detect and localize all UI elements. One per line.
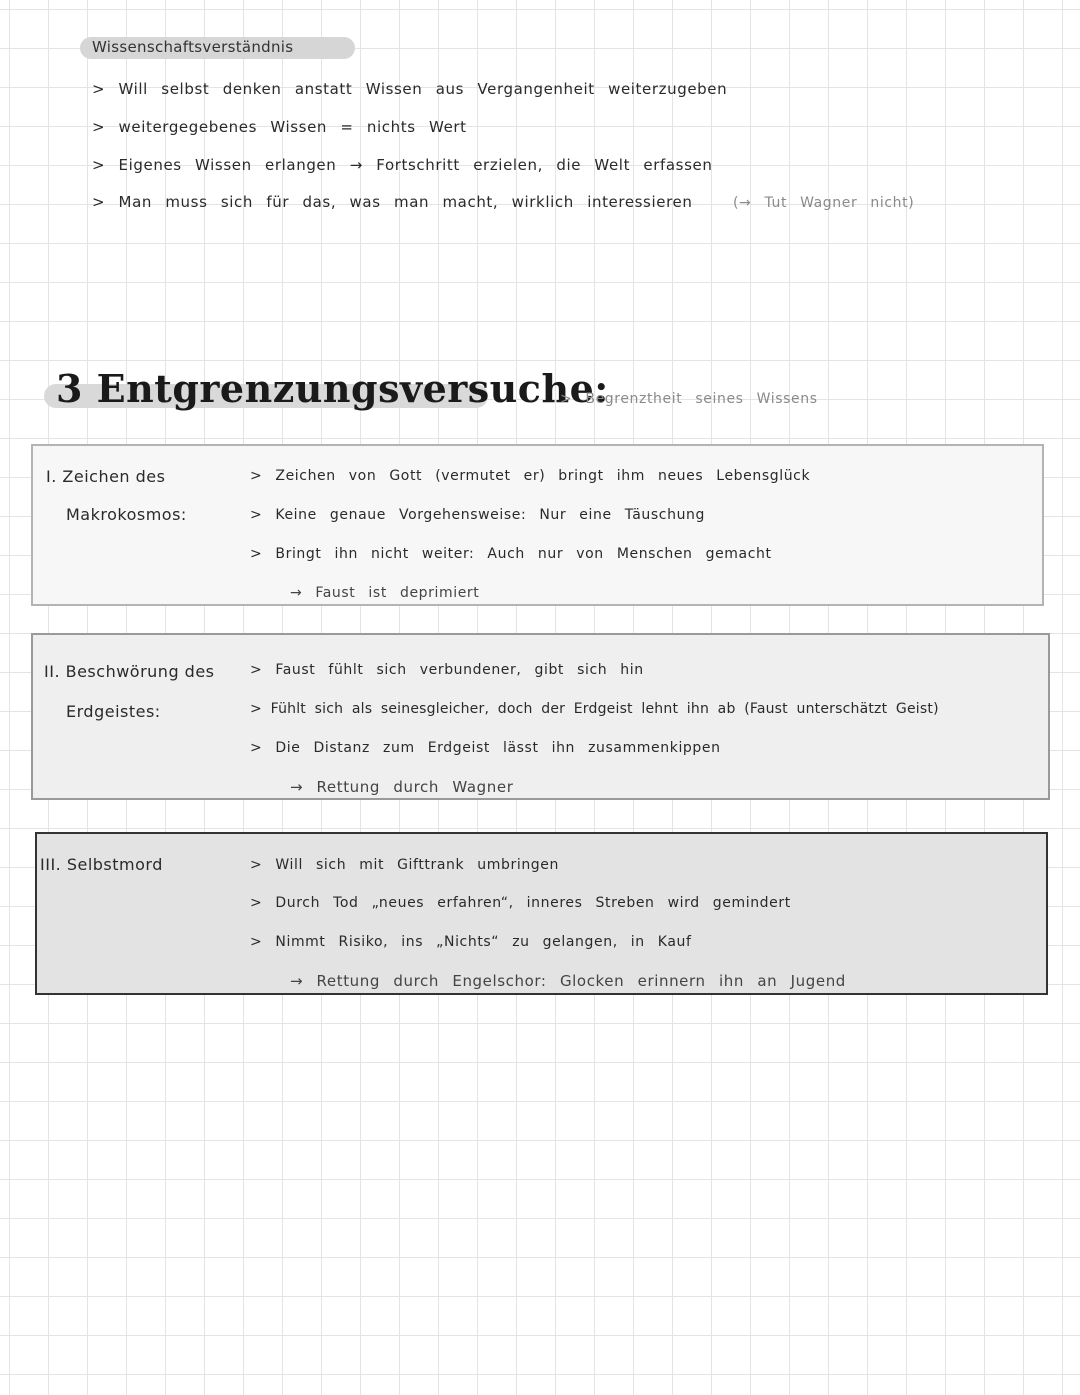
attempt-label: I. Zeichen des — [46, 467, 166, 486]
note-line: > Will selbst denken anstatt Wissen aus Vergangenheit weiterzugeben — [92, 80, 728, 98]
attempt-line: > Will sich mit Gifttrank umbringen — [250, 857, 559, 873]
attempt-result: → Rettung durch Wagner — [290, 778, 514, 796]
heading-note: > Begrenztheit seines Wissens — [560, 391, 818, 407]
section-title: Wissenschaftsverständnis — [92, 38, 294, 56]
attempt-line: > Keine genaue Vorgehensweise: Nur eine Täuschung — [250, 507, 705, 523]
attempt-line: > Die Distanz zum Erdgeist lässt ihn zusammenkippen — [250, 740, 721, 756]
attempt-label: Makrokosmos: — [66, 505, 187, 524]
attempt-label: II. Beschwörung des — [44, 662, 215, 681]
note-line: > weitergegebenes Wissen = nichts Wert — [92, 118, 467, 136]
attempt-line: > Zeichen von Gott (vermutet er) bringt ihm neues Lebensglück — [250, 468, 811, 484]
attempt-result: → Faust ist deprimiert — [290, 585, 480, 601]
attempt-label: Erdgeistes: — [66, 702, 161, 721]
note-line: > Eigenes Wissen erlangen → Fortschritt erzielen, die Welt erfassen — [92, 156, 713, 174]
attempt-line: > Nimmt Risiko, ins „Nichts“ zu gelangen, in Kauf — [250, 934, 692, 950]
attempt-line: > Fühlt sich als seinesgleicher, doch der Erdgeist lehnt ihn ab (Faust unterschätzt Geist) — [250, 701, 939, 717]
attempt-line: > Bringt ihn nicht weiter: Auch nur von Menschen gemacht — [250, 546, 772, 562]
note-line: > Man muss sich für das, was man macht, wirklich interessieren — [92, 193, 693, 211]
attempt-line: > Faust fühlt sich verbundener, gibt sich hin — [250, 662, 644, 678]
attempt-label: III. Selbstmord — [40, 855, 163, 874]
attempt-result: → Rettung durch Engelschor: Glocken erinnern ihn an Jugend — [290, 972, 846, 990]
page-heading: 3 Entgrenzungsversuche: — [56, 366, 609, 411]
attempt-line: > Durch Tod „neues erfahren“, inneres Streben wird gemindert — [250, 895, 791, 911]
note-aside: (→ Tut Wagner nicht) — [733, 195, 915, 211]
